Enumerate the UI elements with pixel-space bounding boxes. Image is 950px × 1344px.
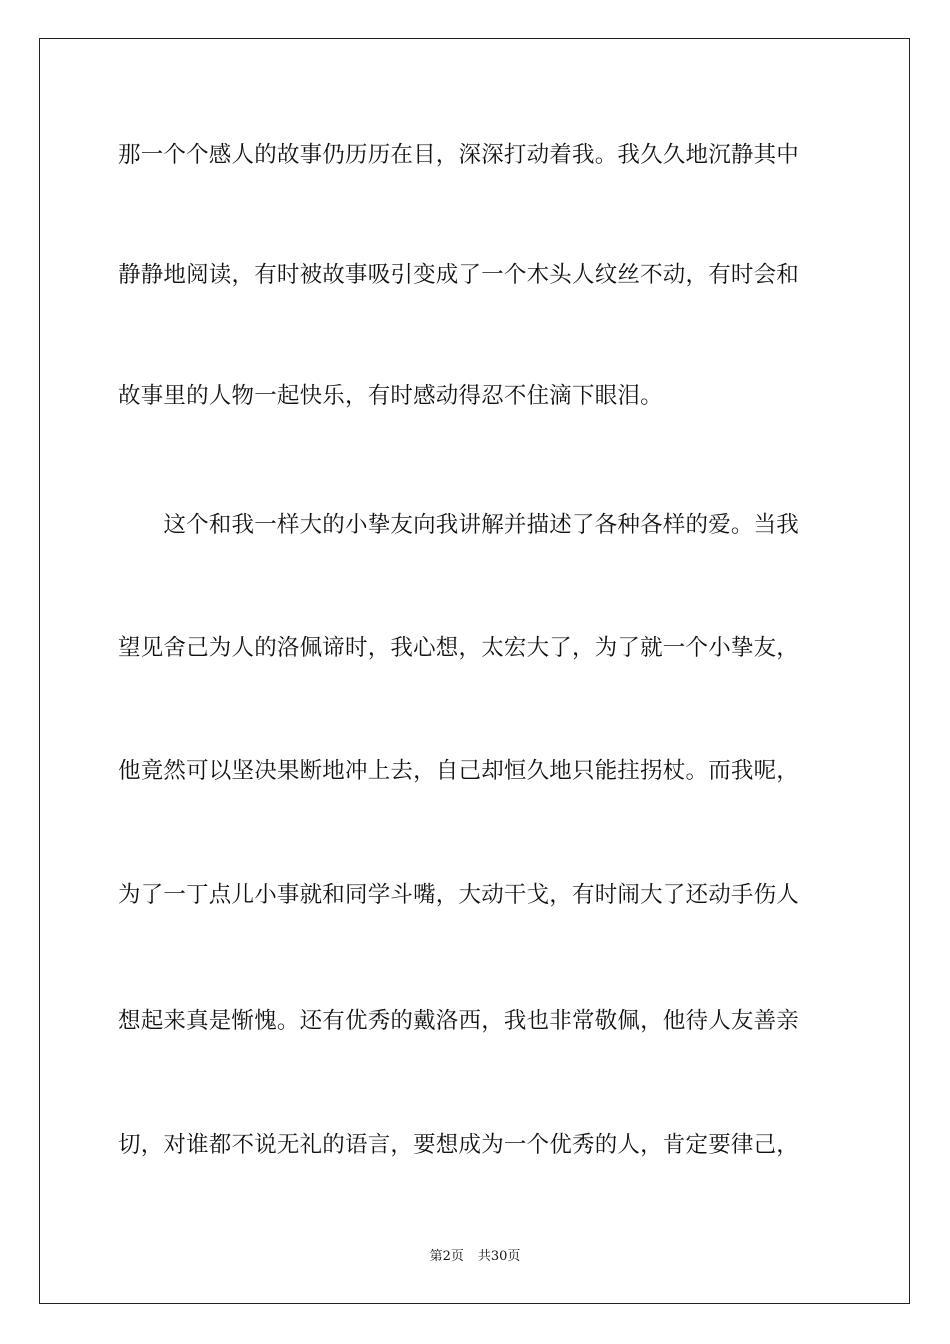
- page-border: [39, 38, 910, 1304]
- body-text-line-2: 静静地阅读，有时被故事吸引变成了一个木头人纹丝不动，有时会和: [118, 262, 800, 288]
- body-text-line-8: 想起来真是惭愧。还有优秀的戴洛西，我也非常敬佩，他待人友善亲: [118, 1008, 800, 1034]
- page-footer: [0, 1248, 950, 1266]
- body-text-line-3: 故事里的人物一起快乐，有时感动得忍不住滴下眼泪。: [118, 383, 663, 409]
- body-text-line-7: 为了一丁点儿小事就和同学斗嘴，大动干戈，有时闹大了还动手伤人: [118, 882, 800, 908]
- body-text-line-1: 那一个个感人的故事仍历历在目，深深打动着我。我久久地沉静其中: [118, 142, 800, 168]
- body-text-line-6: 他竟然可以坚决果断地冲上去，自己却恒久地只能拄拐杖。而我呢，: [118, 758, 800, 784]
- body-text-line-9: 切，对谁都不说无礼的语言，要想成为一个优秀的人，肯定要律己，: [118, 1132, 800, 1158]
- total-pages: 共30页: [477, 1249, 521, 1264]
- body-text-line-4: 这个和我一样大的小挚友向我讲解并描述了各种各样的爱。当我: [118, 512, 800, 538]
- page-number: 第2页: [429, 1249, 464, 1264]
- body-text-line-5: 望见舍己为人的洛佩谛时，我心想，太宏大了，为了就一个小挚友，: [118, 635, 800, 661]
